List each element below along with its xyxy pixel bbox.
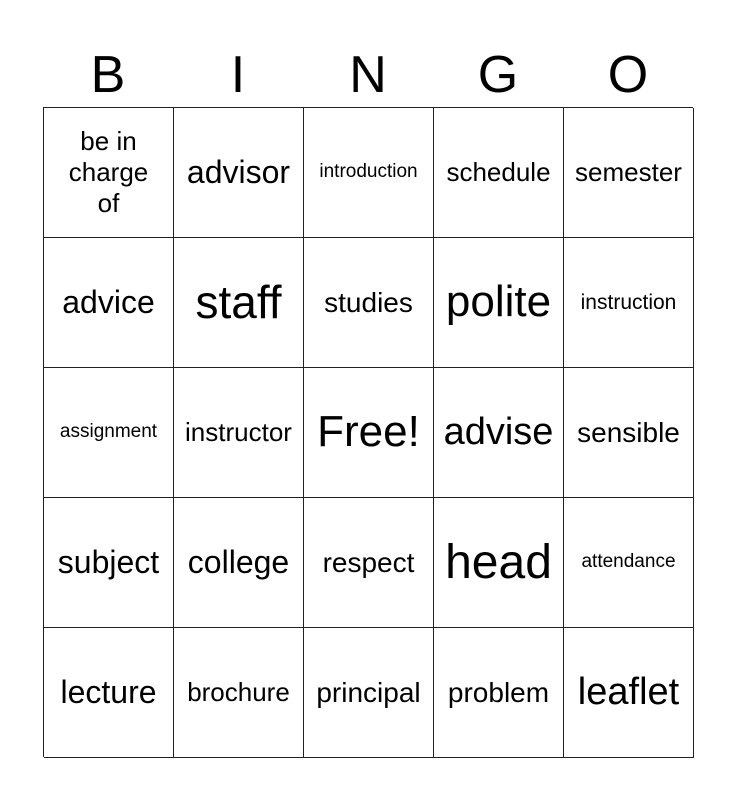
bingo-cell[interactable]: lecture <box>44 628 174 758</box>
bingo-cell[interactable]: advisor <box>174 108 304 238</box>
bingo-cell[interactable]: assignment <box>44 368 174 498</box>
bingo-cell[interactable]: respect <box>304 498 434 628</box>
bingo-board <box>43 107 693 757</box>
bingo-cell[interactable]: staff <box>174 238 304 368</box>
header-letter-b: B <box>90 46 126 104</box>
bingo-cell[interactable]: advice <box>44 238 174 368</box>
bingo-cell[interactable]: head <box>434 498 564 628</box>
bingo-cell[interactable]: studies <box>304 238 434 368</box>
bingo-cell[interactable]: polite <box>434 238 564 368</box>
header-letter-o: O <box>607 46 649 104</box>
bingo-cell[interactable]: problem <box>434 628 564 758</box>
free-space[interactable]: Free! <box>304 368 434 498</box>
header-letter-n: N <box>349 46 387 104</box>
bingo-cell[interactable]: instructor <box>174 368 304 498</box>
header-letter-g: G <box>477 46 519 104</box>
bingo-cell[interactable]: introduction <box>304 108 434 238</box>
bingo-cell[interactable]: advise <box>434 368 564 498</box>
header-letter-i: I <box>230 46 246 104</box>
bingo-cell[interactable]: leaflet <box>564 628 694 758</box>
bingo-cell[interactable]: be in charge of <box>44 108 174 238</box>
bingo-cell[interactable]: subject <box>44 498 174 628</box>
bingo-cell[interactable]: principal <box>304 628 434 758</box>
bingo-cell[interactable]: sensible <box>564 368 694 498</box>
bingo-cell[interactable]: brochure <box>174 628 304 758</box>
bingo-cell[interactable]: attendance <box>564 498 694 628</box>
bingo-header <box>43 42 693 108</box>
bingo-cell[interactable]: instruction <box>564 238 694 368</box>
bingo-cell[interactable]: schedule <box>434 108 564 238</box>
bingo-cell[interactable]: semester <box>564 108 694 238</box>
bingo-cell[interactable]: college <box>174 498 304 628</box>
